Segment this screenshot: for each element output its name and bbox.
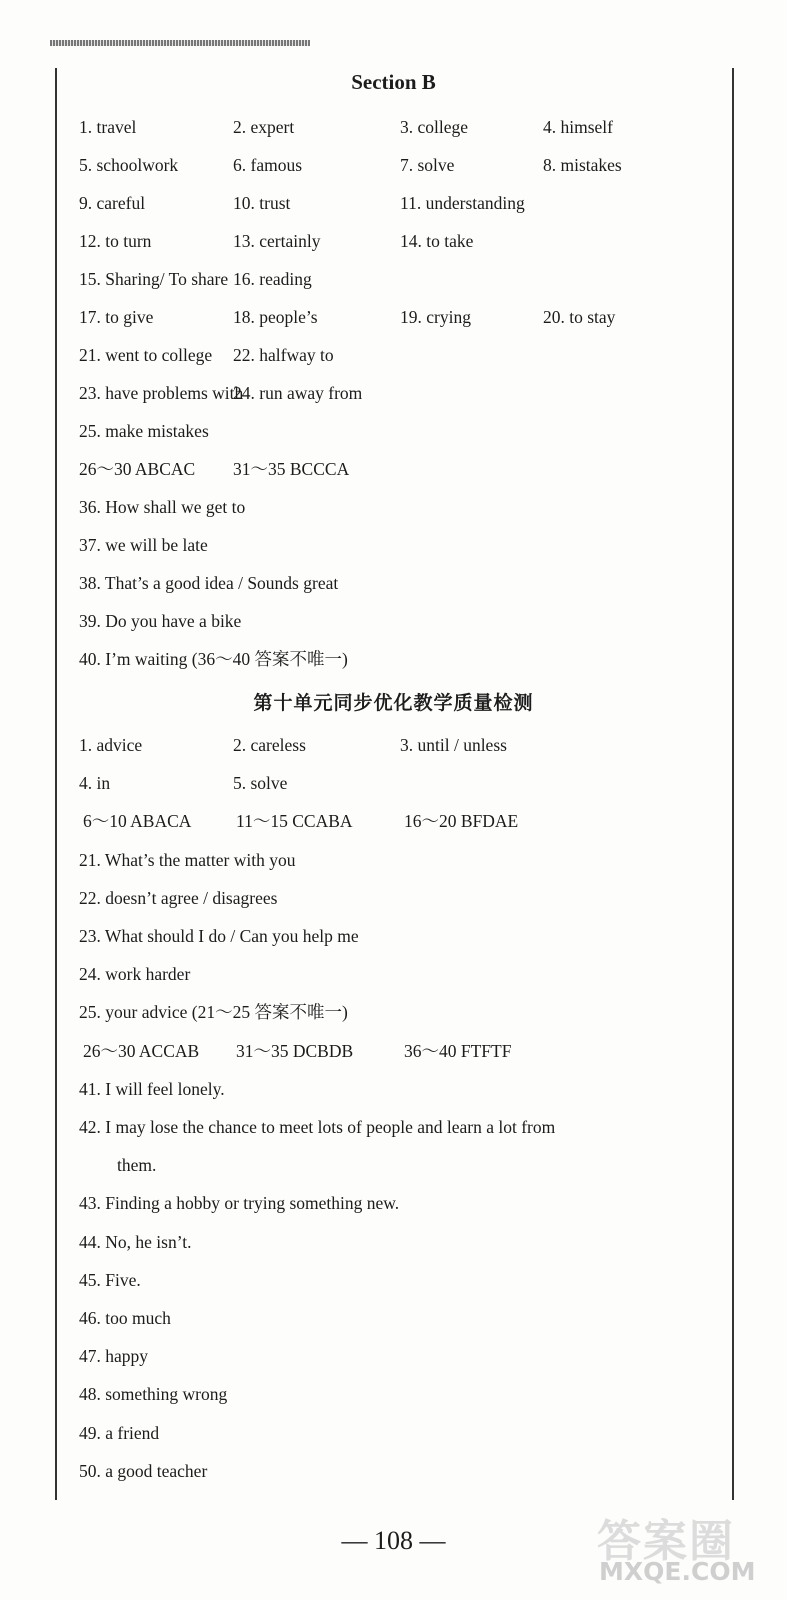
section_b-answer-item: 31～35 BCCCA bbox=[233, 459, 350, 479]
unit10-answer-item: 47. happy bbox=[79, 1346, 149, 1367]
section_b-answer-item: 11. understanding bbox=[400, 193, 525, 213]
unit10-answer-item: 41. I will feel lonely. bbox=[79, 1078, 225, 1099]
section_b-answer-item: 14. to take bbox=[400, 231, 474, 251]
section_b-answer-item: 22. halfway to bbox=[233, 345, 334, 365]
unit10-answer-item: 6～10 ABACA bbox=[83, 811, 192, 832]
unit10-answer-item: 26～30 ACCAB bbox=[83, 1040, 200, 1061]
section_b-answer-item: 20. to stay bbox=[543, 307, 616, 327]
section_b-answer-item: 15. Sharing/ To share bbox=[79, 269, 229, 289]
section_b-answer-item: 40. I’m waiting (36～40 答案不唯一) bbox=[79, 649, 348, 669]
section_b-answer-item: 9. careful bbox=[79, 193, 146, 213]
unit10-answer-item: 21. What’s the matter with you bbox=[79, 849, 296, 870]
unit10-answer-item: 43. Finding a hobby or trying something new. bbox=[79, 1193, 400, 1214]
section_b-answer-item: 13. certainly bbox=[233, 231, 321, 251]
unit10-answer-item: 36～40 FTFTF bbox=[404, 1040, 512, 1061]
section_b-answer-item: 25. make mistakes bbox=[79, 421, 209, 441]
unit10-answer-item: 23. What should I do / Can you help me bbox=[79, 926, 359, 946]
section-b-title: Section B bbox=[351, 70, 436, 94]
unit10-answer-item: 50. a good teacher bbox=[79, 1460, 208, 1481]
unit10-answer-item: 22. doesn’t agree / disagrees bbox=[79, 887, 278, 908]
section_b-answer-item: 19. crying bbox=[400, 307, 471, 327]
section_b-answer-item: 21. went to college bbox=[79, 345, 213, 365]
unit10-answer-item: them. bbox=[117, 1155, 157, 1176]
unit10-answer-item: 3. until / unless bbox=[400, 735, 507, 755]
unit10-answer-item: 44. No, he isn’t. bbox=[79, 1231, 192, 1252]
section_b-answer-item: 2. expert bbox=[233, 117, 295, 137]
unit10-test-title: 第十单元同步优化教学质量检测 bbox=[253, 692, 534, 714]
watermark-url: MXQE.COM bbox=[599, 1557, 756, 1586]
unit10-answer-item: 4. in bbox=[79, 773, 111, 794]
section_b-answer-item: 10. trust bbox=[233, 193, 291, 213]
unit10-answer-item: 1. advice bbox=[79, 735, 143, 755]
unit10-answer-item: 25. your advice (21～25 答案不唯一) bbox=[79, 1002, 348, 1023]
unit10-answer-item: 42. I may lose the chance to meet lots of people and learn a lot from bbox=[79, 1117, 556, 1137]
unit10-answer-item: 48. something wrong bbox=[79, 1384, 228, 1405]
section_b-answer-item: 1. travel bbox=[79, 117, 137, 137]
section_b-answer-item: 4. himself bbox=[543, 117, 613, 137]
section_b-answer-item: 26～30 ABCAC bbox=[79, 459, 196, 479]
unit10-answer-item: 46. too much bbox=[79, 1308, 171, 1328]
section_b-answer-item: 23. have problems with bbox=[79, 383, 244, 403]
unit10-answer-item: 5. solve bbox=[233, 773, 288, 794]
section_b-answer-item: 7. solve bbox=[400, 155, 455, 175]
section_b-answer-item: 8. mistakes bbox=[543, 155, 622, 175]
page-number: — 108 — bbox=[341, 1526, 446, 1555]
section_b-answer-item: 17. to give bbox=[79, 307, 154, 327]
unit10-answer-item: 45. Five. bbox=[79, 1269, 141, 1290]
watermark-logo bbox=[597, 1505, 765, 1593]
section_b-answer-item: 6. famous bbox=[233, 155, 303, 175]
section_b-answer-item: 12. to turn bbox=[79, 231, 152, 251]
unit10-answer-item: 24. work harder bbox=[79, 964, 191, 985]
unit10-answer-item: 11～15 CCABA bbox=[236, 811, 353, 832]
section_b-answer-item: 38. That’s a good idea / Sounds great bbox=[79, 573, 339, 593]
unit10-answer-item: 2. careless bbox=[233, 735, 306, 755]
section_b-answer-item: 39. Do you have a bike bbox=[79, 611, 242, 631]
unit10-answer-item: 49. a friend bbox=[79, 1422, 160, 1443]
section_b-answer-item: 18. people’s bbox=[233, 307, 318, 327]
unit10-answer-item: 16～20 BFDAE bbox=[404, 811, 519, 832]
unit10-answer-item: 31～35 DCBDB bbox=[236, 1040, 354, 1061]
section_b-answer-item: 16. reading bbox=[233, 269, 312, 289]
section_b-answer-item: 24. run away from bbox=[233, 383, 363, 403]
section_b-answer-item: 3. college bbox=[400, 117, 469, 137]
section_b-answer-item: 37. we will be late bbox=[79, 535, 208, 555]
section_b-answer-item: 36. How shall we get to bbox=[79, 497, 246, 517]
watermark-text: 答案圈 bbox=[597, 1516, 735, 1567]
section_b-answer-item: 5. schoolwork bbox=[79, 155, 179, 175]
